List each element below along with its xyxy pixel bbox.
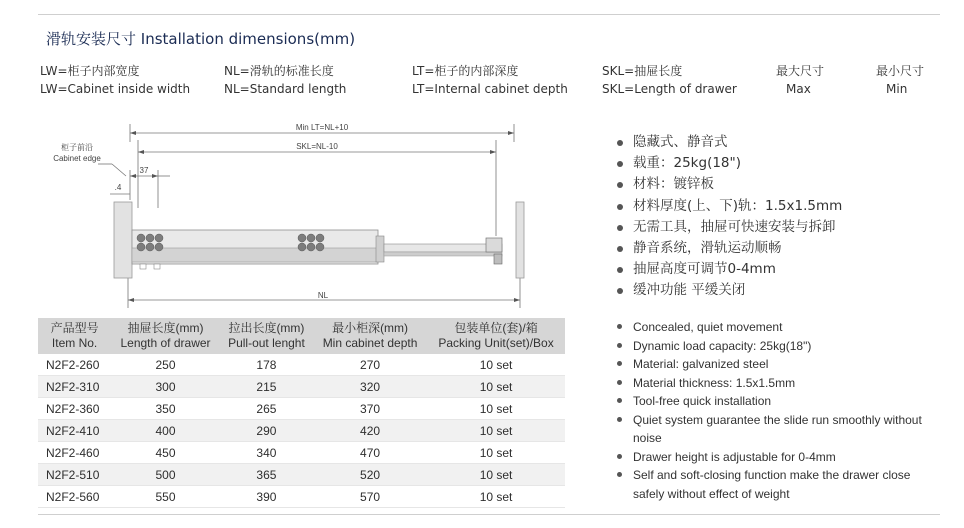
abbr-nl-cn: NL=滑轨的标准长度 (224, 64, 334, 78)
bullet-icon (617, 161, 623, 167)
table-row (38, 398, 565, 420)
item-no-cell: N2F2-510 (38, 464, 111, 486)
abbr-lw-cn: LW=柜子内部宽度 (40, 64, 140, 78)
bullet-icon (617, 225, 623, 231)
cabinet-edge-en: Cabinet edge (53, 154, 101, 163)
dim-nl-label: NL (317, 291, 329, 300)
table-header-cell: 抽屉长度(mm) Length of drawer (111, 318, 220, 354)
cabinet-depth-cell: 270 (313, 354, 427, 376)
packing-cell: 10 set (427, 398, 565, 420)
drawer-length-cell: 350 (111, 398, 220, 420)
abbr-max-en: Max (786, 82, 811, 96)
packing-cell: 10 set (427, 442, 565, 464)
feature-cn-item: 材料：镀锌板 (616, 174, 842, 195)
abbr-max-cn: 最大尺寸 (776, 64, 825, 78)
spec-table (38, 318, 565, 508)
abbr-lw-en: LW=Cabinet inside width (40, 82, 191, 96)
installation-diagram (40, 118, 540, 310)
feature-cn-item: 抽屉高度可调节0-4mm (616, 259, 842, 280)
bullet-icon (617, 361, 622, 366)
abbr-lt-cn: LT=柜子的内部深度 (412, 64, 519, 78)
bullet-icon (617, 472, 622, 477)
cabinet-edge-cn: 柜子前沿 (61, 143, 93, 152)
feature-en-item: Self and soft-closing function make the drawer close safely without effect of weight (616, 466, 936, 503)
abbr-min-cn: 最小尺寸 (876, 64, 925, 78)
pull-out-cell: 215 (220, 376, 313, 398)
feature-en-item: Tool-free quick installation (616, 392, 936, 411)
abbr-skl-cn: SKL=抽屉长度 (602, 64, 683, 78)
table-header-row (38, 318, 565, 354)
packing-cell: 10 set (427, 376, 565, 398)
bullet-icon (617, 324, 622, 329)
pull-out-cell: 340 (220, 442, 313, 464)
features-en-list (616, 318, 936, 503)
table-header-cell: 产品型号 Item No. (38, 318, 111, 354)
bottom-divider (38, 514, 940, 515)
page-title: 滑轨安装尺寸 Installation dimensions(mm) (46, 30, 356, 48)
bullet-icon (617, 267, 623, 273)
table-row (38, 464, 565, 486)
item-no-cell: N2F2-310 (38, 376, 111, 398)
abbr-min-en: Min (886, 82, 908, 96)
feature-en-item: Concealed, quiet movement (616, 318, 936, 337)
drawer-length-cell: 400 (111, 420, 220, 442)
dim-skl-label: SKL=NL-10 (296, 142, 338, 151)
abbr-nl-en: NL=Standard length (224, 82, 347, 96)
item-no-cell: N2F2-410 (38, 420, 111, 442)
item-no-cell: N2F2-260 (38, 354, 111, 376)
packing-cell: 10 set (427, 354, 565, 376)
pull-out-cell: 265 (220, 398, 313, 420)
feature-cn-item: 无需工具，抽屉可快速安装与拆卸 (616, 217, 842, 238)
bullet-icon (617, 288, 623, 294)
table-header-cell: 最小柜深(mm) Min cabinet depth (313, 318, 427, 354)
item-no-cell: N2F2-460 (38, 442, 111, 464)
feature-cn-item: 载重：25kg(18") (616, 153, 842, 174)
feature-cn-item: 缓冲功能 平缓关闭 (616, 280, 842, 301)
abbr-lt-en: LT=Internal cabinet depth (412, 82, 568, 96)
table-row (38, 442, 565, 464)
cabinet-depth-cell: 470 (313, 442, 427, 464)
pull-out-cell: 178 (220, 354, 313, 376)
drawer-length-cell: 450 (111, 442, 220, 464)
abbr-skl-en: SKL=Length of drawer (602, 82, 737, 96)
bullet-icon (617, 246, 623, 252)
features-cn-list (616, 132, 842, 302)
drawer-length-cell: 300 (111, 376, 220, 398)
table-row (38, 420, 565, 442)
table-header-cell: 拉出长度(mm) Pull-out lenght (220, 318, 313, 354)
cabinet-depth-cell: 570 (313, 486, 427, 508)
feature-cn-item: 静音系统，滑轨运动顺畅 (616, 238, 842, 259)
pull-out-cell: 290 (220, 420, 313, 442)
feature-en-item: Material: galvanized steel (616, 355, 936, 374)
pull-out-cell: 390 (220, 486, 313, 508)
bullet-icon (617, 204, 623, 210)
table-row (38, 486, 565, 508)
item-no-cell: N2F2-560 (38, 486, 111, 508)
top-divider (38, 14, 940, 15)
dim-37-label: 37 (139, 166, 149, 175)
feature-en-item: Quiet system guarantee the slide run smoothly without noise (616, 411, 936, 448)
cabinet-depth-cell: 370 (313, 398, 427, 420)
bullet-icon (617, 454, 622, 459)
dim-4-label: .4 (114, 183, 122, 192)
feature-cn-item: 隐藏式、静音式 (616, 132, 842, 153)
cabinet-depth-cell: 520 (313, 464, 427, 486)
feature-en-item: Dynamic load capacity: 25kg(18") (616, 337, 936, 356)
item-no-cell: N2F2-360 (38, 398, 111, 420)
drawer-length-cell: 250 (111, 354, 220, 376)
bullet-icon (617, 343, 622, 348)
bullet-icon (617, 182, 623, 188)
packing-cell: 10 set (427, 486, 565, 508)
bullet-icon (617, 398, 622, 403)
pull-out-cell: 365 (220, 464, 313, 486)
bullet-icon (617, 140, 623, 146)
bullet-icon (617, 417, 622, 422)
feature-cn-item: 材料厚度(上、下)轨：1.5x1.5mm (616, 196, 842, 217)
packing-cell: 10 set (427, 420, 565, 442)
drawer-length-cell: 550 (111, 486, 220, 508)
feature-en-item: Drawer height is adjustable for 0-4mm (616, 448, 936, 467)
cabinet-depth-cell: 320 (313, 376, 427, 398)
packing-cell: 10 set (427, 464, 565, 486)
table-row (38, 354, 565, 376)
drawer-length-cell: 500 (111, 464, 220, 486)
cabinet-depth-cell: 420 (313, 420, 427, 442)
table-header-cell: 包装单位(套)/箱 Packing Unit(set)/Box (427, 318, 565, 354)
feature-en-item: Material thickness: 1.5x1.5mm (616, 374, 936, 393)
bullet-icon (617, 380, 622, 385)
dim-min-lt-label: Min LT=NL+10 (295, 123, 349, 132)
table-row (38, 376, 565, 398)
